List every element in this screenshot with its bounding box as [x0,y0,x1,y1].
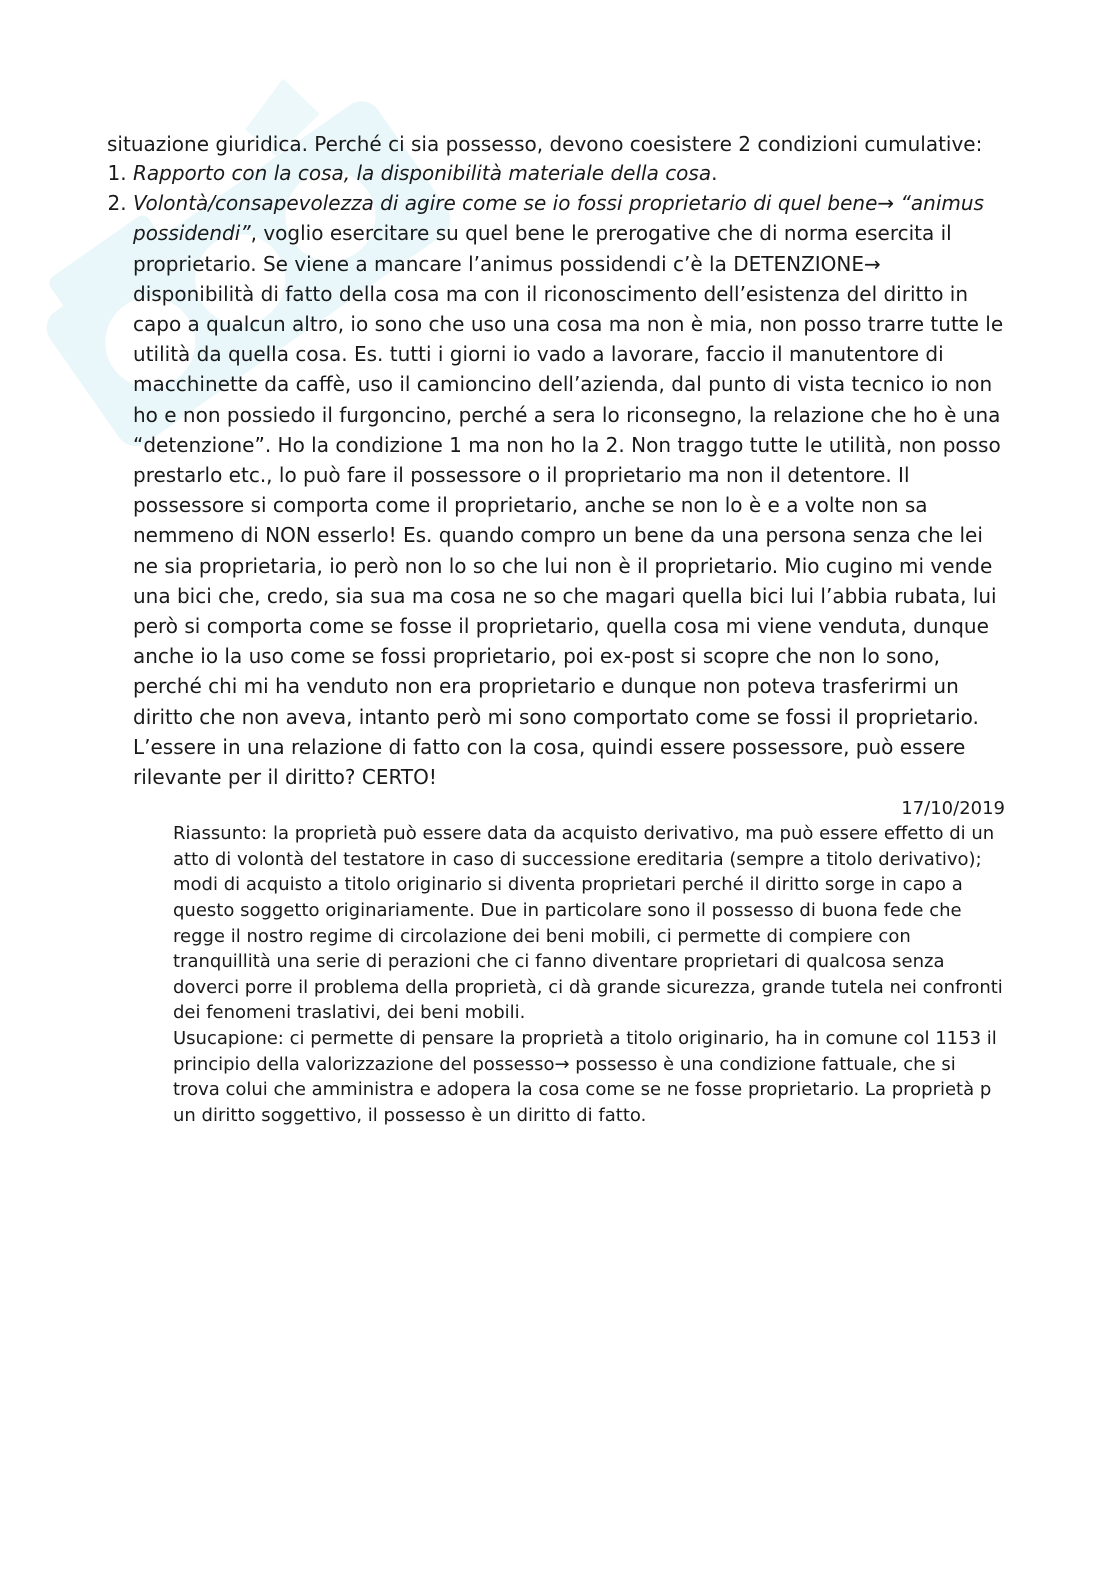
condition-1-italic: Rapporto con la cosa, la disponibilità materiale della cosa [133,161,712,185]
conditions-list [107,158,1007,792]
lecture-date: 17/10/2019 [901,798,1005,820]
condition-2-rest: , voglio esercitare su quel bene le prerogative che di norma esercita il proprietario. Se viene a mancare l’animus possidendi c’è la DETENZIONE→ disponibilità di fatto della cosa ma con il riconoscimento dell’esistenza del diritto in capo a qualcun altro, io sono che uso una cosa ma non è mia, non posso trarre tutte le utilità da quella cosa. Es. tutti i giorni io vado a lavorare, faccio il manutentore di macchinette da caffè, uso il camioncino dell’azienda, dal punto di vista tecnico io non ho e non possiedo il furgoncino, perché a sera lo riconsegno, la relazione che ho è una “detenzione”. Ho la condizione 1 ma non ho la 2. Non traggo tutte le utilità, non posso prestarlo etc., lo può fare il possessore o il proprietario ma non il detentore. Il possessore si comporta come il proprietario, anche se non lo è e a volte non sa nemmeno di NON esserlo! Es. quando compro un bene da una persona senza che lei ne sia proprietaria, io però non lo so che lui non è il proprietario. Mio cugino mi vende una bici che, credo, sia sua ma cosa ne so che magari quella bici lui l’abbia rubata, lui però si comporta come se fosse il proprietario, quella cosa mi viene venduta, dunque anche io la uso come se fossi proprietario, poi ex-post si scopre che non lo sono, perché chi mi ha venduto non era proprietario e dunque non poteva trasferirmi un diritto che non aveva, intanto però mi sono comportato come se fossi il proprietario. L’essere in una relazione di fatto con la cosa, quindi essere possessore, può essere rilevante per il diritto? CERTO! [133,221,1004,790]
condition-2-italic: Volontà/consapevolezza di agire come se io fossi proprietario di quel bene→ “animus possidendi” [133,191,984,246]
condition-item-1 [133,158,1007,188]
condition-item-2 [133,188,1007,792]
document-body [107,130,1007,1128]
condition-1-rest: . [711,161,718,185]
summary-paragraph-1: Riassunto: la proprietà può essere data da acquisto derivativo, ma può essere effetto di un atto di volontà del testatore in caso di successione ereditaria (sempre a titolo derivativo); modi di acquisto a titolo originario si diventa proprietari perché il diritto sorge in capo a questo soggetto originariamente. Due in particolare sono il possesso di buona fede che regge il nostro regime di circolazione dei beni mobili, ci permette di compiere con tranquillità una serie di perazioni che ci fanno diventare proprietari di qualcosa senza doverci porre il problema della proprietà, ci dà grande sicurezza, grande tutela nei confronti dei fenomeni traslativi, dei beni mobili. [173,823,1003,1024]
intro-paragraph: situazione giuridica. Perché ci sia possesso, devono coesistere 2 condizioni cumulative: [107,132,983,156]
summary-section [173,821,1003,1128]
summary-paragraph-2: Usucapione: ci permette di pensare la proprietà a titolo originario, ha in comune col 1153 il principio della valorizzazione del possesso→ possesso è una condizione fattuale, che si trova colui che amministra e adopera la cosa come se ne fosse proprietario. La proprietà p un diritto soggettivo, il possesso è un diritto di fatto. [173,1028,997,1126]
